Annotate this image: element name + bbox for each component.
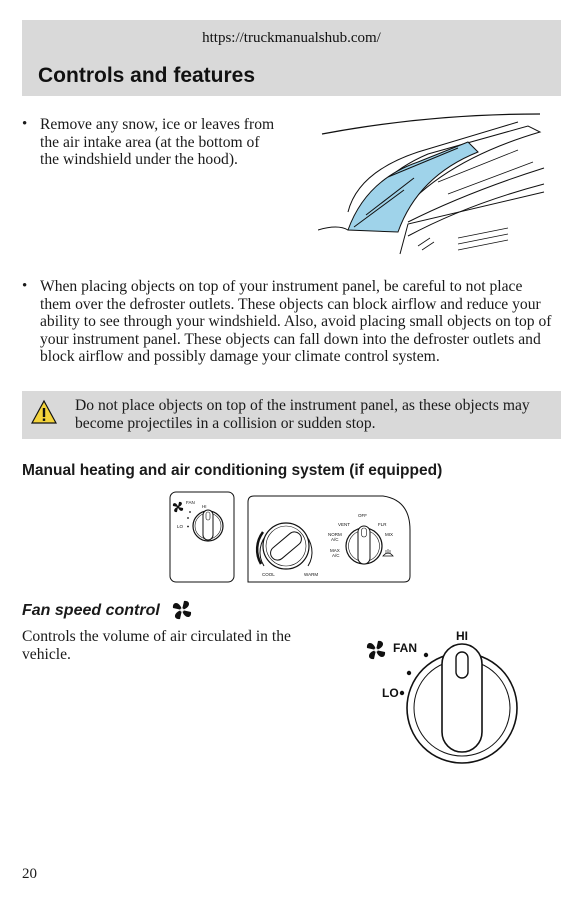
bullet-marker: • [22,116,28,132]
source-url[interactable]: https://truckmanualshub.com/ [202,30,381,46]
fan-speed-title: Fan speed control [22,602,160,619]
fan-icon [172,600,192,620]
vent-label: VENT [338,522,351,527]
max-ac-label-1: MAX [330,548,340,553]
page-number: 20 [22,866,37,882]
air-intake-paragraph: Remove any snow, ice or leaves from the air intake area (at the bottom of the windshield under the hood). [40,116,275,169]
mix-label: MIX [385,532,394,537]
instrument-panel-paragraph: When placing objects on top of your instrument panel, be careful to not place them over the defroster outlets. These objects can block airflow and reduce your ability to see through your windshield. Also, avoid placing small objects on top of your instrument panel. These objects can fall down into the defroster outlets and block airflow and possibly damage your climate control system. [40,278,552,366]
panel-lo-label: LO [177,524,184,529]
knob-lo-label: LO [382,686,399,700]
panel-hi-label: HI [202,504,207,509]
bullet-marker: • [22,278,28,294]
section-title: Manual heating and air conditioning system (if equipped) [22,462,443,479]
max-ac-label-2: A/C [332,553,340,558]
page-title: Controls and features [38,64,256,87]
warning-box [22,391,561,439]
windshield-air-intake-illustration [318,112,546,258]
page-header [22,20,561,96]
off-label: OFF [358,513,367,518]
climate-control-panel-illustration [168,490,412,584]
fan-icon [367,641,385,659]
warm-label: WARM [304,572,319,577]
fan-speed-knob-illustration[interactable] [362,626,524,766]
warning-text: Do not place objects on top of the instrument panel, as these objects may become projectiles in a collision or sudden stop. [75,397,530,432]
norm-ac-label-2: A/C [331,537,339,542]
panel-fan-label: FAN [186,500,195,505]
knob-hi-label: HI [456,629,468,643]
knob-fan-label: FAN [393,641,417,655]
cool-label: COOL [262,572,275,577]
flr-label: FLR [378,522,387,527]
warning-triangle-icon [31,399,57,425]
norm-ac-label-1: NORM [328,532,342,537]
fan-speed-description: Controls the volume of air circulated in the vehicle. [22,628,291,663]
